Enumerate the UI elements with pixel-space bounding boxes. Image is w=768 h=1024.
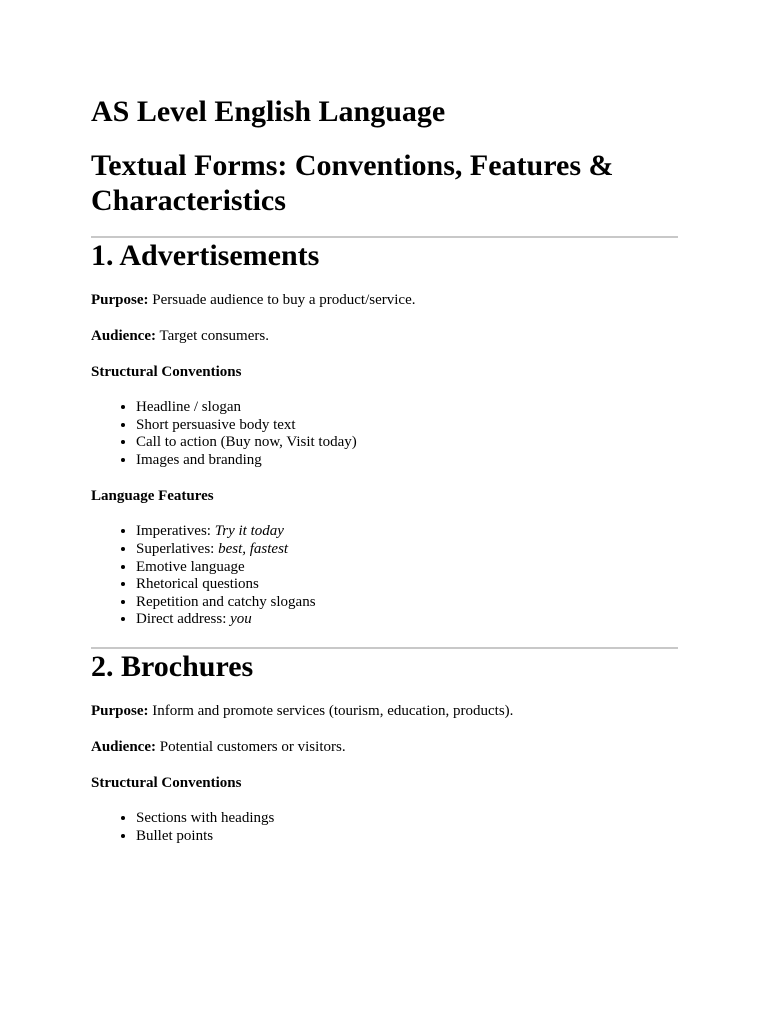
list-item: • Images and branding (136, 452, 678, 470)
document-title: AS Level English Language (91, 95, 446, 128)
audience-label: Audience: (91, 328, 156, 344)
list-item (136, 541, 678, 559)
item-example: you (230, 611, 252, 628)
item-example: Try it today (214, 523, 284, 540)
audience-text: Potential customers or visitors. (156, 738, 346, 755)
purpose-text: Persuade audience to buy a product/service. (148, 292, 416, 308)
list-item: • Headline / slogan (136, 399, 678, 417)
list-item: • Short persuasive body text (136, 417, 678, 435)
audience-text: Target consumers. (156, 328, 269, 344)
structural-conventions-list (91, 399, 678, 469)
audience-label: Audience: (91, 738, 156, 755)
item-example: best, fastest (218, 540, 289, 557)
language-features-heading: Language Features (91, 488, 214, 505)
section-advertisements (91, 238, 678, 629)
item-text: Direct address: (136, 611, 231, 628)
list-item (136, 559, 678, 577)
audience-paragraph (91, 327, 678, 345)
structural-conventions-heading: Structural Conventions (91, 364, 242, 380)
item-text: Imperatives: (136, 523, 215, 540)
purpose-label: Purpose: (91, 702, 149, 719)
list-item: • Call to action (Buy now, Visit today) (136, 434, 678, 452)
item-text: Superlatives: (136, 540, 219, 557)
structural-conventions-list (91, 810, 678, 845)
list-item: • Sections with headings (136, 810, 678, 828)
structural-conventions-heading: Structural Conventions (91, 774, 242, 791)
language-features-list (91, 523, 678, 629)
section-brochures (91, 649, 678, 845)
section-heading: 1. Advertisements (91, 239, 320, 272)
list-item: • Bullet points (136, 828, 678, 846)
purpose-paragraph (91, 702, 678, 720)
list-item (136, 523, 678, 541)
purpose-paragraph (91, 291, 678, 309)
list-item (136, 611, 678, 629)
document-subtitle: Textual Forms: Conventions, Features & Characteristics (91, 149, 614, 217)
purpose-label: Purpose: (91, 292, 149, 308)
audience-paragraph (91, 738, 678, 756)
list-item (136, 576, 678, 594)
section-heading: 2. Brochures (91, 649, 254, 683)
purpose-text: Inform and promote services (tourism, education, products). (148, 702, 514, 719)
list-item (136, 594, 678, 612)
item-text: Rhetorical questions (136, 576, 259, 593)
item-text: Repetition and catchy slogans (136, 593, 316, 610)
item-text: Emotive language (136, 558, 245, 575)
